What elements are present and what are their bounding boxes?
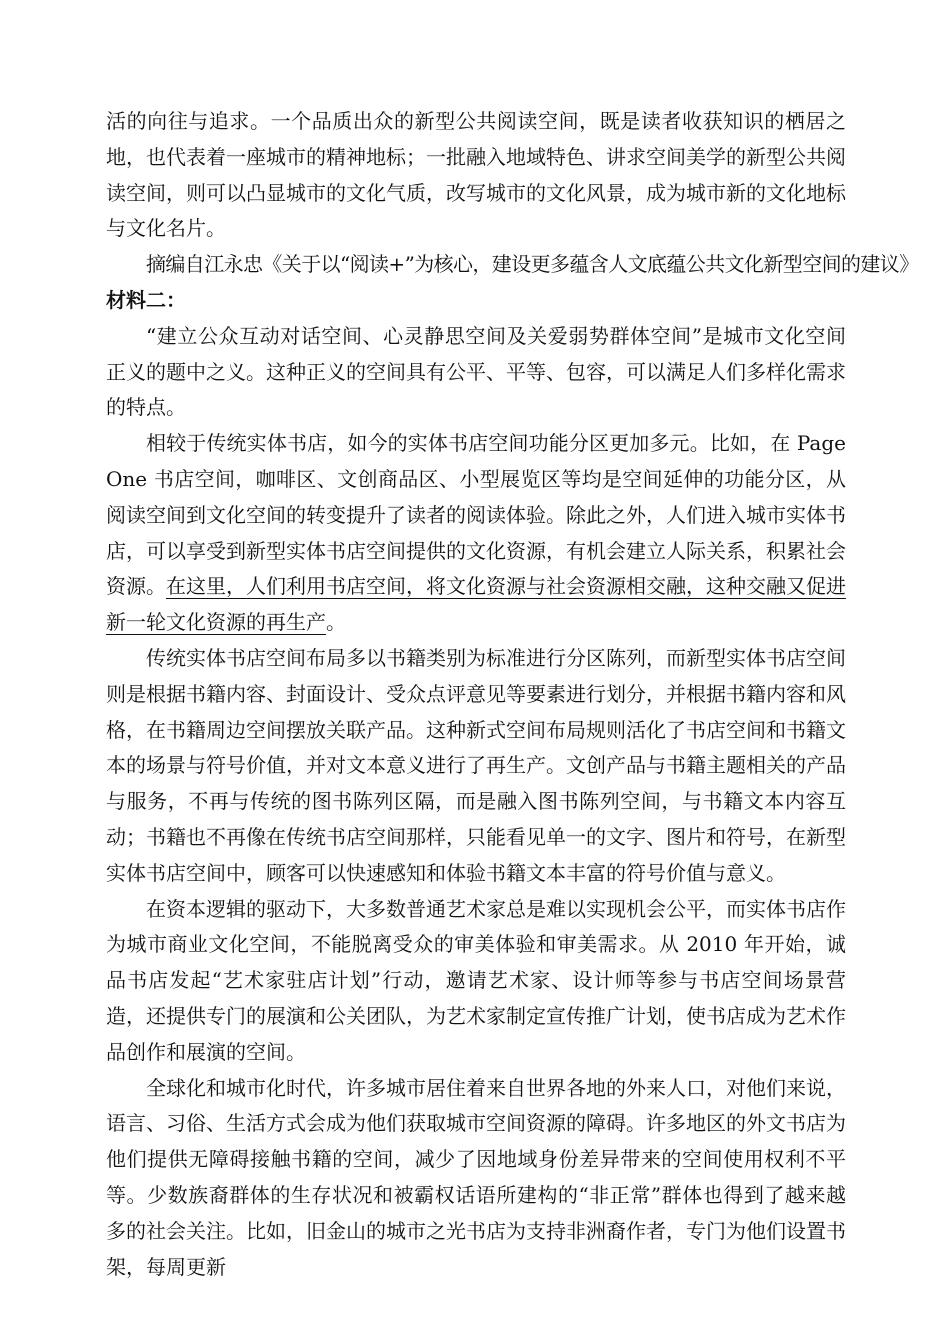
underlined-sentence: 在这里，人们利用书店空间，将文化资源与社会资源相交融，这种交融又促进新一轮文化资源的再生产	[106, 574, 846, 635]
source-citation: 摘编自江永忠《关于以“阅读+”为核心，建设更多蕴含人文底蕴公共文化新型空间的建议》	[146, 252, 919, 277]
paragraph-end: 。	[326, 610, 346, 635]
material-two-heading: 材料二：	[106, 287, 186, 312]
document-page	[106, 104, 919, 1285]
paragraph-layout: 传统实体书店空间布局多以书籍类别为标准进行分区陈列，而新型实体书店空间则是根据书籍内容、封面设计、受众点评意见等要素进行划分，并根据书籍内容和风格，在书籍周边空间摆放关联产品。这种新式空间布局规则活化了书店空间和书籍文本的场景与符号价值，并对文本意义进行了再生产。文创产品与书籍主题相关的产品与服务，不再与传统的图书陈列区隔，而是融入图书陈列空间，与书籍文本内容互动；书籍也不再像在传统书店空间那样，只能看见单一的文字、图片和符号，在新型实体书店空间中，顾客可以快速感知和体验书籍文本丰富的符号价值与意义。	[106, 645, 846, 885]
paragraph-space-justice: “建立公众互动对话空间、心灵静思空间及关爱弱势群体空间”是城市文化空间正义的题中之义。这种正义的空间具有公平、平等、包容，可以满足人们多样化需求的特点。	[106, 323, 846, 420]
paragraph-artists: 在资本逻辑的驱动下，大多数普通艺术家总是难以实现机会公平，而实体书店作为城市商业文化空间，不能脱离受众的审美体验和审美需求。从 2010 年开始，诚品书店发起“艺术家驻店计划”行动，邀请艺术家、设计师等参与书店空间场景营造，还提供专门的展演和公关团队，为艺术家制定宣传推广计划，使书店成为艺术作品创作和展演的空间。	[106, 896, 846, 1064]
paragraph-text: 相较于传统实体书店，如今的实体书店空间功能分区更加多元。比如，在 PageOne 书店空间，咖啡区、文创商品区、小型展览区等均是空间延伸的功能分区，从阅读空间到文化空间的转变提升了读者的阅读体验。除此之外，人们进入城市实体书店，可以享受到新型实体书店空间提供的文化资源，有机会建立人际关系，积累社会资源。	[106, 431, 846, 599]
paragraph-globalization: 全球化和城市化时代，许多城市居住着来自世界各地的外来人口，对他们来说，语言、习俗、生活方式会成为他们获取城市空间资源的障碍。许多地区的外文书店为他们提供无障碍接触书籍的空间，减少了因地域身份差异带来的空间使用权利不平等。少数族裔群体的生存状况和被霸权话语所建构的“非正常”群体也得到了越来越多的社会关注。比如，旧金山的城市之光书店为支持非洲裔作者，专门为他们设置书架，每周更新	[106, 1075, 846, 1279]
intro-paragraph: 活的向往与追求。一个品质出众的新型公共阅读空间，既是读者收获知识的栖居之地，也代表着一座城市的精神地标；一批融入地域特色、讲求空间美学的新型公共阅读空间，则可以凸显城市的文化气质，改写城市的文化风景，成为城市新的文化地标与文化名片。	[106, 109, 846, 241]
paragraph-function-zones	[106, 426, 846, 641]
